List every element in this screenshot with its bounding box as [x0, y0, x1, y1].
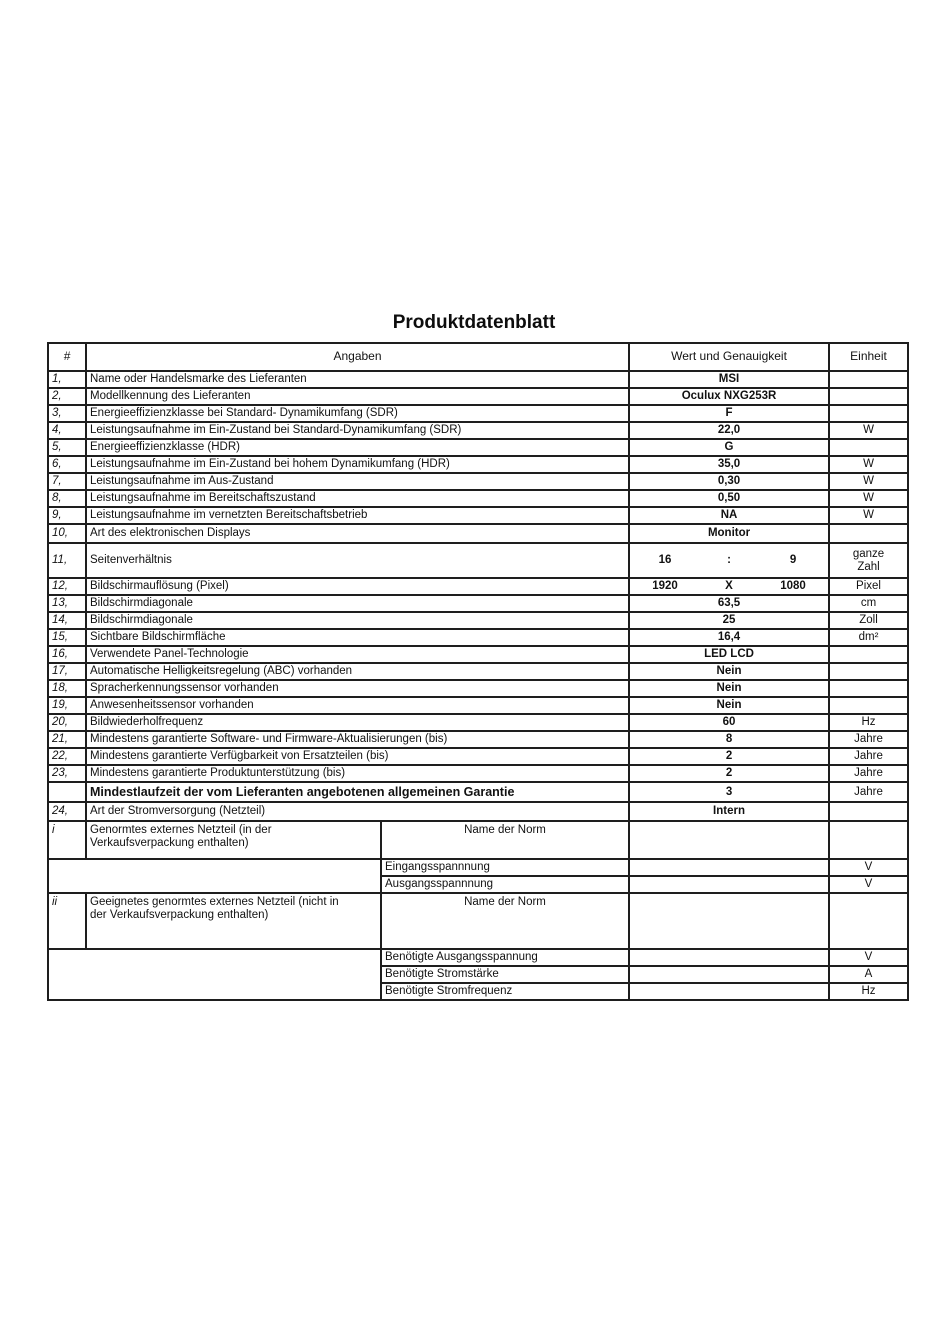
row-num: 17,	[48, 663, 86, 680]
row-label: Automatische Helligkeitsregelung (ABC) vorhanden	[86, 663, 629, 680]
row-label: Sichtbare Bildschirmfläche	[86, 629, 629, 646]
header-num: #	[48, 343, 86, 371]
row-label: Leistungsaufnahme im Bereitschaftszustand	[86, 490, 629, 507]
table-row	[48, 595, 908, 612]
table-row	[48, 405, 908, 422]
row-unit	[829, 405, 908, 422]
row-label: Eingangsspannnung	[381, 859, 629, 876]
row-unit: W	[829, 422, 908, 439]
row-value: 16,4	[629, 629, 829, 646]
blank-cell	[48, 859, 381, 893]
row-unit: Jahre	[829, 731, 908, 748]
row-num: 22,	[48, 748, 86, 765]
row-num: 4,	[48, 422, 86, 439]
row-unit: Jahre	[829, 765, 908, 782]
row-num	[48, 782, 86, 802]
table-row	[48, 663, 908, 680]
header-angaben: Angaben	[86, 343, 629, 371]
row-unit: V	[829, 859, 908, 876]
row-label: Benötigte Ausgangsspannung	[381, 949, 629, 966]
row-num: 12,	[48, 578, 86, 595]
row-value	[629, 949, 829, 966]
blank-cell	[48, 949, 381, 1000]
row-unit: W	[829, 456, 908, 473]
table-row-aspect-ratio	[48, 543, 908, 578]
row-label: Energieeffizienzklasse (HDR)	[86, 439, 629, 456]
header-wert: Wert und Genauigkeit	[629, 343, 829, 371]
row-unit	[829, 680, 908, 697]
table-row-input-voltage	[48, 859, 908, 876]
row-unit: ganze Zahl	[829, 543, 908, 578]
row-unit: dm²	[829, 629, 908, 646]
row-num: 19,	[48, 697, 86, 714]
row-unit	[829, 524, 908, 543]
row-unit	[829, 439, 908, 456]
row-num: 11,	[48, 543, 86, 578]
row-value: F	[629, 405, 829, 422]
row-num: i	[48, 821, 86, 859]
row-label: Bildschirmdiagonale	[86, 595, 629, 612]
row-label: Leistungsaufnahme im Ein-Zustand bei Standard-Dynamikumfang (SDR)	[86, 422, 629, 439]
row-label: Art der Stromversorgung (Netzteil)	[86, 802, 629, 821]
row-num: 10,	[48, 524, 86, 543]
row-label: Genormtes externes Netzteil (in der Verkaufsverpackung enthalten)	[86, 821, 381, 859]
resolution-separator: X	[725, 580, 733, 593]
row-num: 18,	[48, 680, 86, 697]
row-value	[629, 893, 829, 949]
row-num: 24,	[48, 802, 86, 821]
row-num: 15,	[48, 629, 86, 646]
table-row	[48, 473, 908, 490]
row-num: 14,	[48, 612, 86, 629]
table-row	[48, 646, 908, 663]
row-value: MSI	[629, 371, 829, 388]
row-unit: W	[829, 490, 908, 507]
row-value: Monitor	[629, 524, 829, 543]
row-label: Art des elektronischen Displays	[86, 524, 629, 543]
row-num: 3,	[48, 405, 86, 422]
row-value: NA	[629, 507, 829, 524]
row-unit: Jahre	[829, 782, 908, 802]
row-value: 25	[629, 612, 829, 629]
row-num: 16,	[48, 646, 86, 663]
row-unit: V	[829, 876, 908, 893]
row-value: 8	[629, 731, 829, 748]
row-num: 21,	[48, 731, 86, 748]
row-label: Bildschirmauflösung (Pixel)	[86, 578, 629, 595]
header-row	[48, 343, 908, 371]
row-unit: Zoll	[829, 612, 908, 629]
row-value	[629, 966, 829, 983]
row-label: Geeignetes genormtes externes Netzteil (nicht in der Verkaufsverpackung enthalten)	[86, 893, 381, 949]
row-value: G	[629, 439, 829, 456]
row-value: Nein	[629, 697, 829, 714]
row-label: Leistungsaufnahme im Ein-Zustand bei hohem Dynamikumfang (HDR)	[86, 456, 629, 473]
table-row	[48, 680, 908, 697]
row-label: Leistungsaufnahme im Aus-Zustand	[86, 473, 629, 490]
row-num: ii	[48, 893, 86, 949]
table-row-required-output-voltage	[48, 949, 908, 966]
row-unit	[829, 371, 908, 388]
row-value	[629, 859, 829, 876]
row-value: Intern	[629, 802, 829, 821]
row-value: 2	[629, 765, 829, 782]
row-label: Leistungsaufnahme im vernetzten Bereitschaftsbetrieb	[86, 507, 629, 524]
row-label: Benötigte Stromstärke	[381, 966, 629, 983]
row-value: 3	[629, 782, 829, 802]
row-num: 13,	[48, 595, 86, 612]
row-value: 60	[629, 714, 829, 731]
table-row	[48, 524, 908, 543]
table-row	[48, 731, 908, 748]
row-value	[629, 983, 829, 1000]
resolution-height: 1080	[780, 580, 806, 593]
row-label-warranty: Mindestlaufzeit der vom Lieferanten angebotenen allgemeinen Garantie	[86, 782, 629, 802]
table-row	[48, 490, 908, 507]
table-row	[48, 748, 908, 765]
row-unit	[829, 663, 908, 680]
page-title: Produktdatenblatt	[392, 312, 556, 333]
row-unit	[829, 388, 908, 405]
row-label: Seitenverhältnis	[86, 543, 629, 578]
row-value: LED LCD	[629, 646, 829, 663]
aspect-width: 16	[658, 554, 672, 567]
norm-name-label: Name der Norm	[381, 821, 629, 859]
table-row-external-psu-ii	[48, 893, 908, 949]
table-row-warranty	[48, 782, 908, 802]
row-label: Benötigte Stromfrequenz	[381, 983, 629, 1000]
table-row	[48, 697, 908, 714]
row-value-aspect	[629, 543, 829, 578]
row-label: Ausgangsspannnung	[381, 876, 629, 893]
table-row	[48, 439, 908, 456]
table-row	[48, 714, 908, 731]
row-unit	[829, 646, 908, 663]
row-unit: cm	[829, 595, 908, 612]
row-value: 22,0	[629, 422, 829, 439]
row-label: Energieeffizienzklasse bei Standard- Dynamikumfang (SDR)	[86, 405, 629, 422]
table-row-resolution	[48, 578, 908, 595]
row-unit: A	[829, 966, 908, 983]
row-label: Anwesenheitssensor vorhanden	[86, 697, 629, 714]
row-num: 20,	[48, 714, 86, 731]
row-num: 1,	[48, 371, 86, 388]
row-unit	[829, 697, 908, 714]
row-num: 7,	[48, 473, 86, 490]
row-unit: Hz	[829, 714, 908, 731]
row-unit: Jahre	[829, 748, 908, 765]
row-unit: Pixel	[829, 578, 908, 595]
table-row	[48, 802, 908, 821]
row-num: 9,	[48, 507, 86, 524]
row-label: Modellkennung des Lieferanten	[86, 388, 629, 405]
row-num: 8,	[48, 490, 86, 507]
row-label: Name oder Handelsmarke des Lieferanten	[86, 371, 629, 388]
row-value: 0,30	[629, 473, 829, 490]
table-row	[48, 612, 908, 629]
row-label: Mindestens garantierte Produktunterstützung (bis)	[86, 765, 629, 782]
row-value	[629, 821, 829, 859]
row-label: Bildwiederholfrequenz	[86, 714, 629, 731]
row-unit	[829, 893, 908, 949]
row-label: Verwendete Panel-Technologie	[86, 646, 629, 663]
row-value: 35,0	[629, 456, 829, 473]
aspect-height: 9	[789, 554, 797, 567]
aspect-separator: :	[727, 554, 731, 567]
row-value: 0,50	[629, 490, 829, 507]
row-num: 2,	[48, 388, 86, 405]
header-einheit: Einheit	[829, 343, 908, 371]
row-label: Spracherkennungssensor vorhanden	[86, 680, 629, 697]
table-row	[48, 422, 908, 439]
row-unit: W	[829, 507, 908, 524]
row-num: 5,	[48, 439, 86, 456]
row-unit	[829, 802, 908, 821]
row-unit: W	[829, 473, 908, 490]
norm-name-label: Name der Norm	[381, 893, 629, 949]
row-value: 2	[629, 748, 829, 765]
table-row	[48, 765, 908, 782]
row-value-resolution	[629, 578, 829, 595]
row-value: Oculux NXG253R	[629, 388, 829, 405]
row-value	[629, 876, 829, 893]
table-row	[48, 456, 908, 473]
table-row	[48, 388, 908, 405]
row-num: 23,	[48, 765, 86, 782]
table-row	[48, 371, 908, 388]
row-unit: Hz	[829, 983, 908, 1000]
row-value: Nein	[629, 663, 829, 680]
table-row	[48, 507, 908, 524]
row-unit	[829, 821, 908, 859]
table-row-external-psu-i	[48, 821, 908, 859]
row-unit: V	[829, 949, 908, 966]
row-label: Bildschirmdiagonale	[86, 612, 629, 629]
table-row	[48, 629, 908, 646]
resolution-width: 1920	[652, 580, 678, 593]
row-label: Mindestens garantierte Software- und Firmware-Aktualisierungen (bis)	[86, 731, 629, 748]
row-value: 63,5	[629, 595, 829, 612]
row-value: Nein	[629, 680, 829, 697]
product-datasheet-table	[47, 342, 909, 1001]
row-label: Mindestens garantierte Verfügbarkeit von Ersatzteilen (bis)	[86, 748, 629, 765]
row-num: 6,	[48, 456, 86, 473]
